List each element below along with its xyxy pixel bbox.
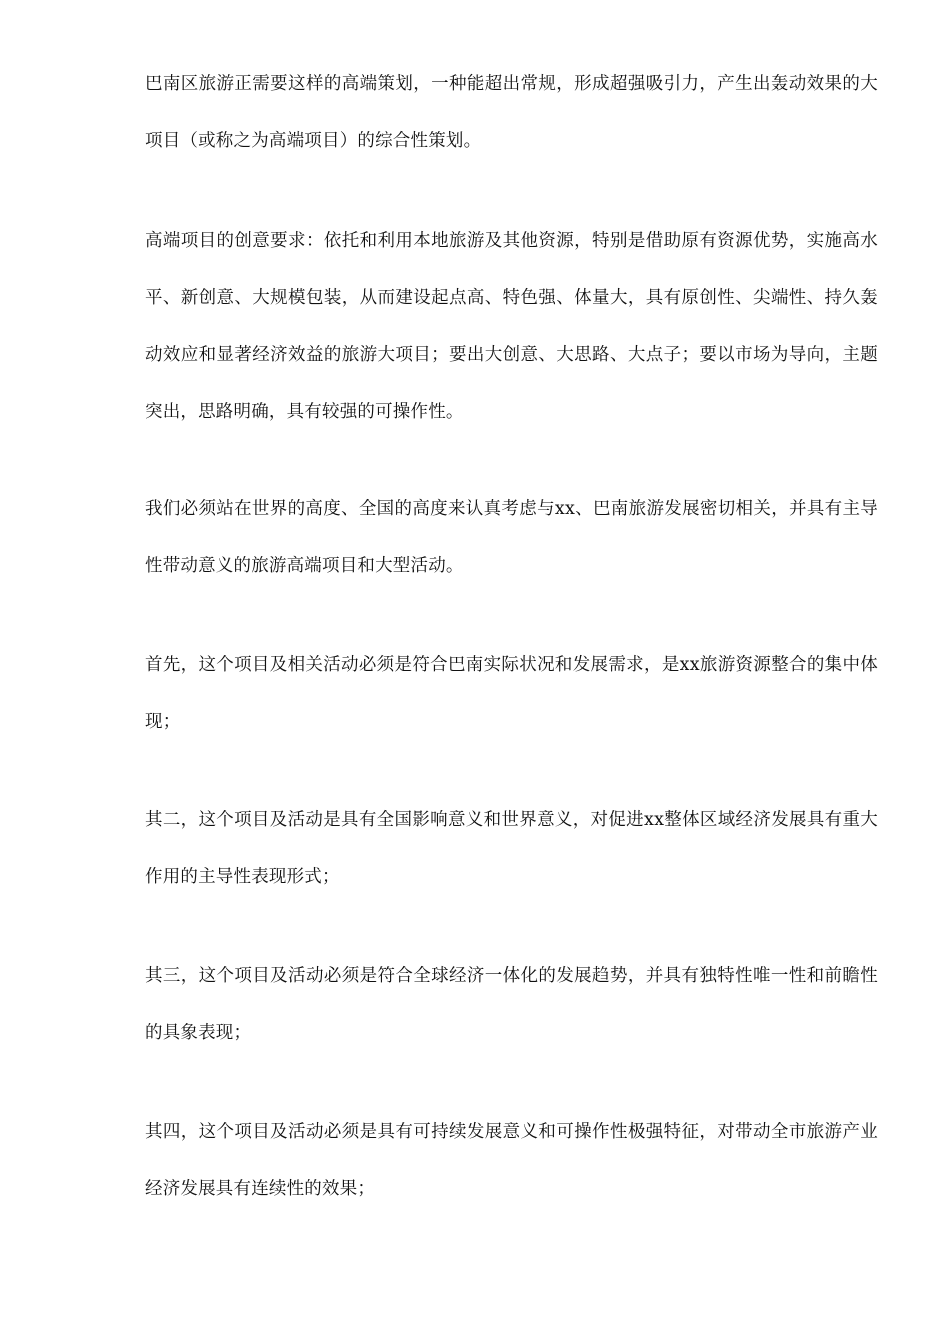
paragraph-first-point: 首先，这个项目及相关活动必须是符合巴南实际状况和发展需求，是xx旅游资源整合的集中体现；: [145, 655, 878, 732]
paragraph-intro: 巴南区旅游正需要这样的高端策划，一种能超出常规，形成超强吸引力，产生出轰动效果的大项目（或称之为高端项目）的综合性策划。: [145, 74, 878, 151]
paragraph-perspective: 我们必须站在世界的高度、全国的高度来认真考虑与xx、巴南旅游发展密切相关，并具有主导性带动意义的旅游高端项目和大型活动。: [145, 499, 878, 576]
paragraph-fourth-point: 其四，这个项目及活动必须是具有可持续发展意义和可操作性极强特征，对带动全市旅游产业经济发展具有连续性的效果；: [145, 1122, 878, 1199]
paragraph-creative-requirements: 高端项目的创意要求：依托和利用本地旅游及其他资源，特别是借助原有资源优势，实施高水平、新创意、大规模包装，从而建设起点高、特色强、体量大，具有原创性、尖端性、持久轰动效应和显著经济效益的旅游大项目；要出大创意、大思路、大点子；要以市场为导向，主题突出，思路明确，具有较强的可操作性。: [145, 231, 878, 422]
paragraph-second-point: 其二，这个项目及活动是具有全国影响意义和世界意义，对促进xx整体区域经济发展具有重大作用的主导性表现形式；: [145, 810, 878, 887]
paragraph-third-point: 其三，这个项目及活动必须是符合全球经济一体化的发展趋势，并具有独特性唯一性和前瞻性的具象表现；: [145, 966, 878, 1043]
